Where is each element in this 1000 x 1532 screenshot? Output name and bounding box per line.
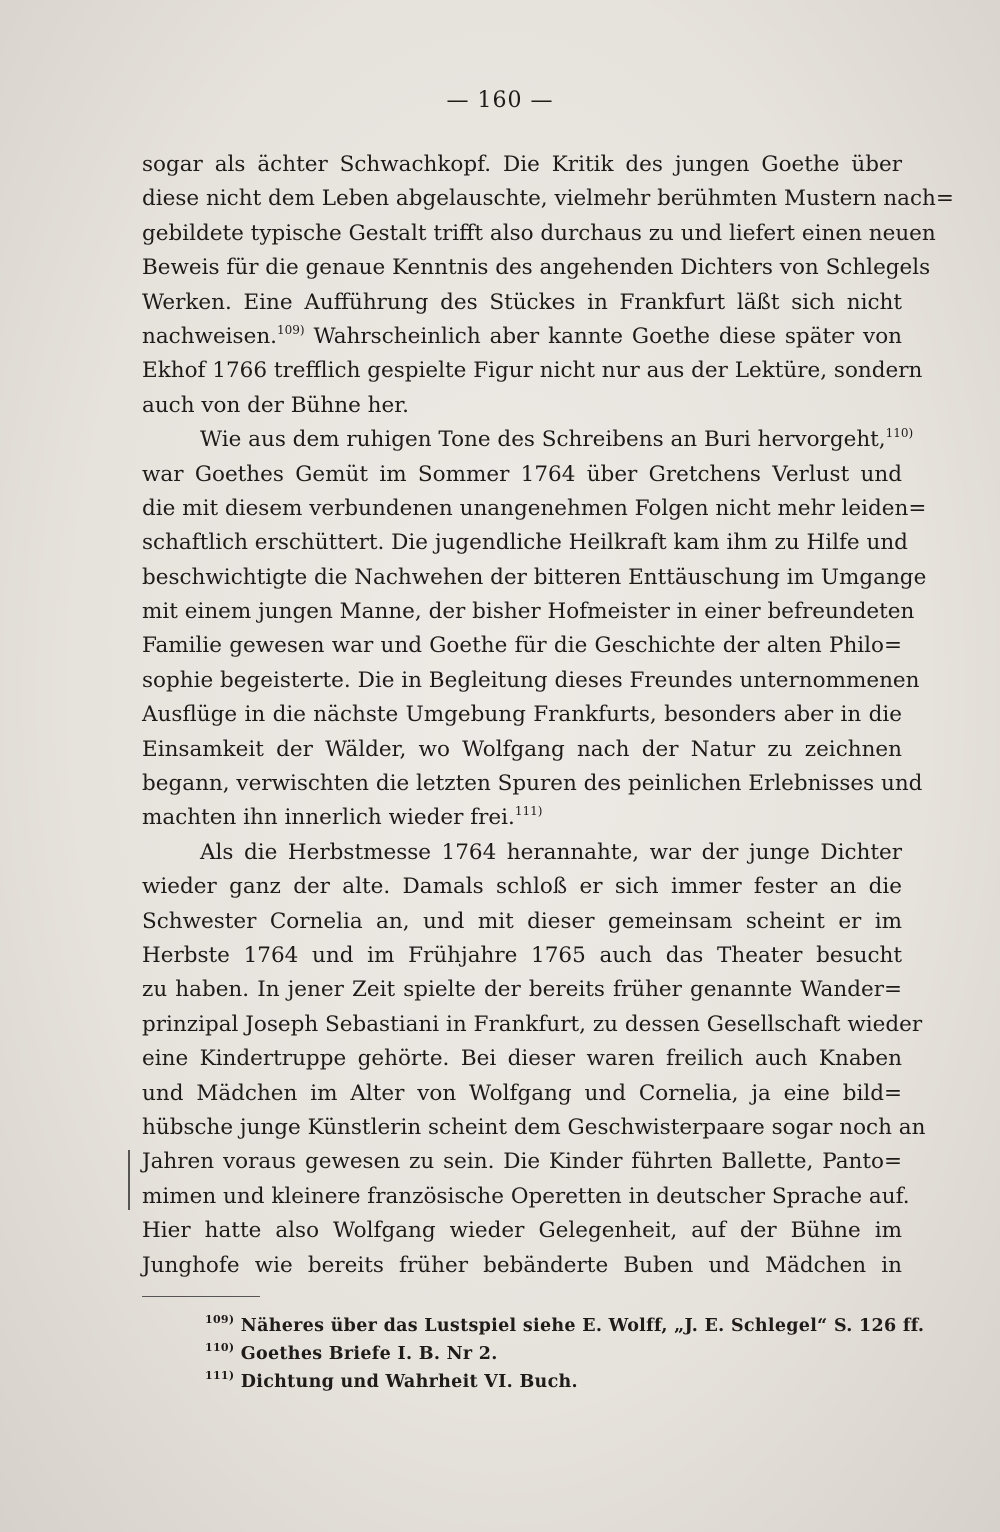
page-number: — 160 — <box>446 88 554 113</box>
footnotes <box>205 1312 925 1396</box>
text-line: hübsche junge Künstlerin scheint dem Geschwisterpaare sogar noch an <box>142 1114 926 1140</box>
text-line: prinzipal Joseph Sebastiani in Frankfurt, zu dessen Gesellschaft wieder <box>142 1011 923 1037</box>
footnote: $^{109)}$ Näheres über das Lustspiel siehe E. Wolff, „J. E. Schlegel“ S. 126 ff. <box>205 1313 925 1336</box>
text-line: Schwester Cornelia an, und mit dieser gemeinsam scheint er im <box>142 908 902 934</box>
text-line: auch von der Bühne her. <box>142 392 409 418</box>
text-line: wieder ganz der alte. Damals schloß er sich immer fester an die <box>142 874 902 900</box>
text-line: Herbste 1764 und im Frühjahre 1765 auch das Theater besucht <box>142 942 902 968</box>
text-line: begann, verwischten die letzten Spuren des peinlichen Erlebnisses und <box>142 771 923 797</box>
footnote-ref: 110) <box>885 426 914 441</box>
text-line: sogar als ächter Schwachkopf. Die Kritik des jungen Goethe über <box>142 152 902 177</box>
main-text <box>142 148 954 1283</box>
text-line: Hier hatte also Wolfgang wieder Gelegenheit, auf der Bühne im <box>142 1218 902 1244</box>
text-line: Ausflüge in die nächste Umgebung Frankfurts, besonders aber in die <box>142 702 902 728</box>
text-line: sophie begeisterte. Die in Begleitung dieses Freundes unternommenen <box>142 667 920 693</box>
text-line: diese nicht dem Leben abgelauschte, vielmehr berühmten Mustern nach= <box>142 186 954 212</box>
text-line: Einsamkeit der Wälder, wo Wolfgang nach der Natur zu zeichnen <box>142 736 902 762</box>
text-line: Werken. Eine Aufführung des Stückes in Frankfurt läßt sich nicht <box>142 289 902 315</box>
footnote-ref: 109) <box>277 322 305 337</box>
text-line: gebildete typische Gestalt trifft also durchaus zu und liefert einen neuen <box>142 220 936 246</box>
text-line: die mit diesem verbundenen unangenehmen Folgen nicht mehr leiden= <box>142 495 927 521</box>
text-line: und Mädchen im Alter von Wolfgang und Cornelia, ja eine bild= <box>142 1080 902 1106</box>
text-line: beschwichtigte die Nachwehen der bitteren Enttäuschung im Umgange <box>142 564 927 590</box>
text-line: mit einem jungen Manne, der bisher Hofmeister in einer befreundeten <box>142 599 915 625</box>
text-line: Als die Herbstmesse 1764 herannahte, war der junge Dichter <box>200 839 902 865</box>
footnote-ref: 111) <box>514 804 543 819</box>
margin-pencil-mark <box>128 1150 130 1210</box>
text-line: zu haben. In jener Zeit spielte der bereits früher genannte Wander= <box>142 977 902 1003</box>
text-line: nachweisen.$^{109)}$ Wahrscheinlich aber kannte Goethe diese später von <box>142 322 902 349</box>
footnote-divider <box>142 1296 260 1297</box>
text-line: Beweis für die genaue Kenntnis des angehenden Dichters von Schlegels <box>142 255 931 281</box>
text-line: Wie aus dem ruhigen Tone des Schreibens an Buri hervorgeht,$^{110)}$ <box>200 426 914 453</box>
text-line: schaftlich erschüttert. Die jugendliche Heilkraft kam ihm zu Hilfe und <box>142 530 908 556</box>
text-line: eine Kindertruppe gehörte. Bei dieser waren freilich auch Knaben <box>142 1046 902 1072</box>
text-line: mimen und kleinere französische Operetten in deutscher Sprache auf. <box>142 1183 910 1209</box>
footnote: $^{110)}$ Goethes Briefe I. B. Nr 2. <box>205 1341 498 1364</box>
text-line: war Goethes Gemüt im Sommer 1764 über Gretchens Verlust und <box>142 461 902 487</box>
text-line: Jahren voraus gewesen zu sein. Die Kinder führten Ballette, Panto= <box>142 1149 902 1175</box>
text-line: Junghofe wie bereits früher bebänderte Buben und Mädchen in <box>142 1252 902 1278</box>
text-line: machten ihn innerlich wieder frei.$^{111)}$ <box>142 804 543 831</box>
text-line: Ekhof 1766 trefflich gespielte Figur nicht nur aus der Lektüre, sondern <box>142 358 923 384</box>
text-line: Familie gewesen war und Goethe für die Geschichte der alten Philo= <box>142 633 902 659</box>
footnote: $^{111)}$ Dichtung und Wahrheit VI. Buch. <box>205 1369 578 1392</box>
